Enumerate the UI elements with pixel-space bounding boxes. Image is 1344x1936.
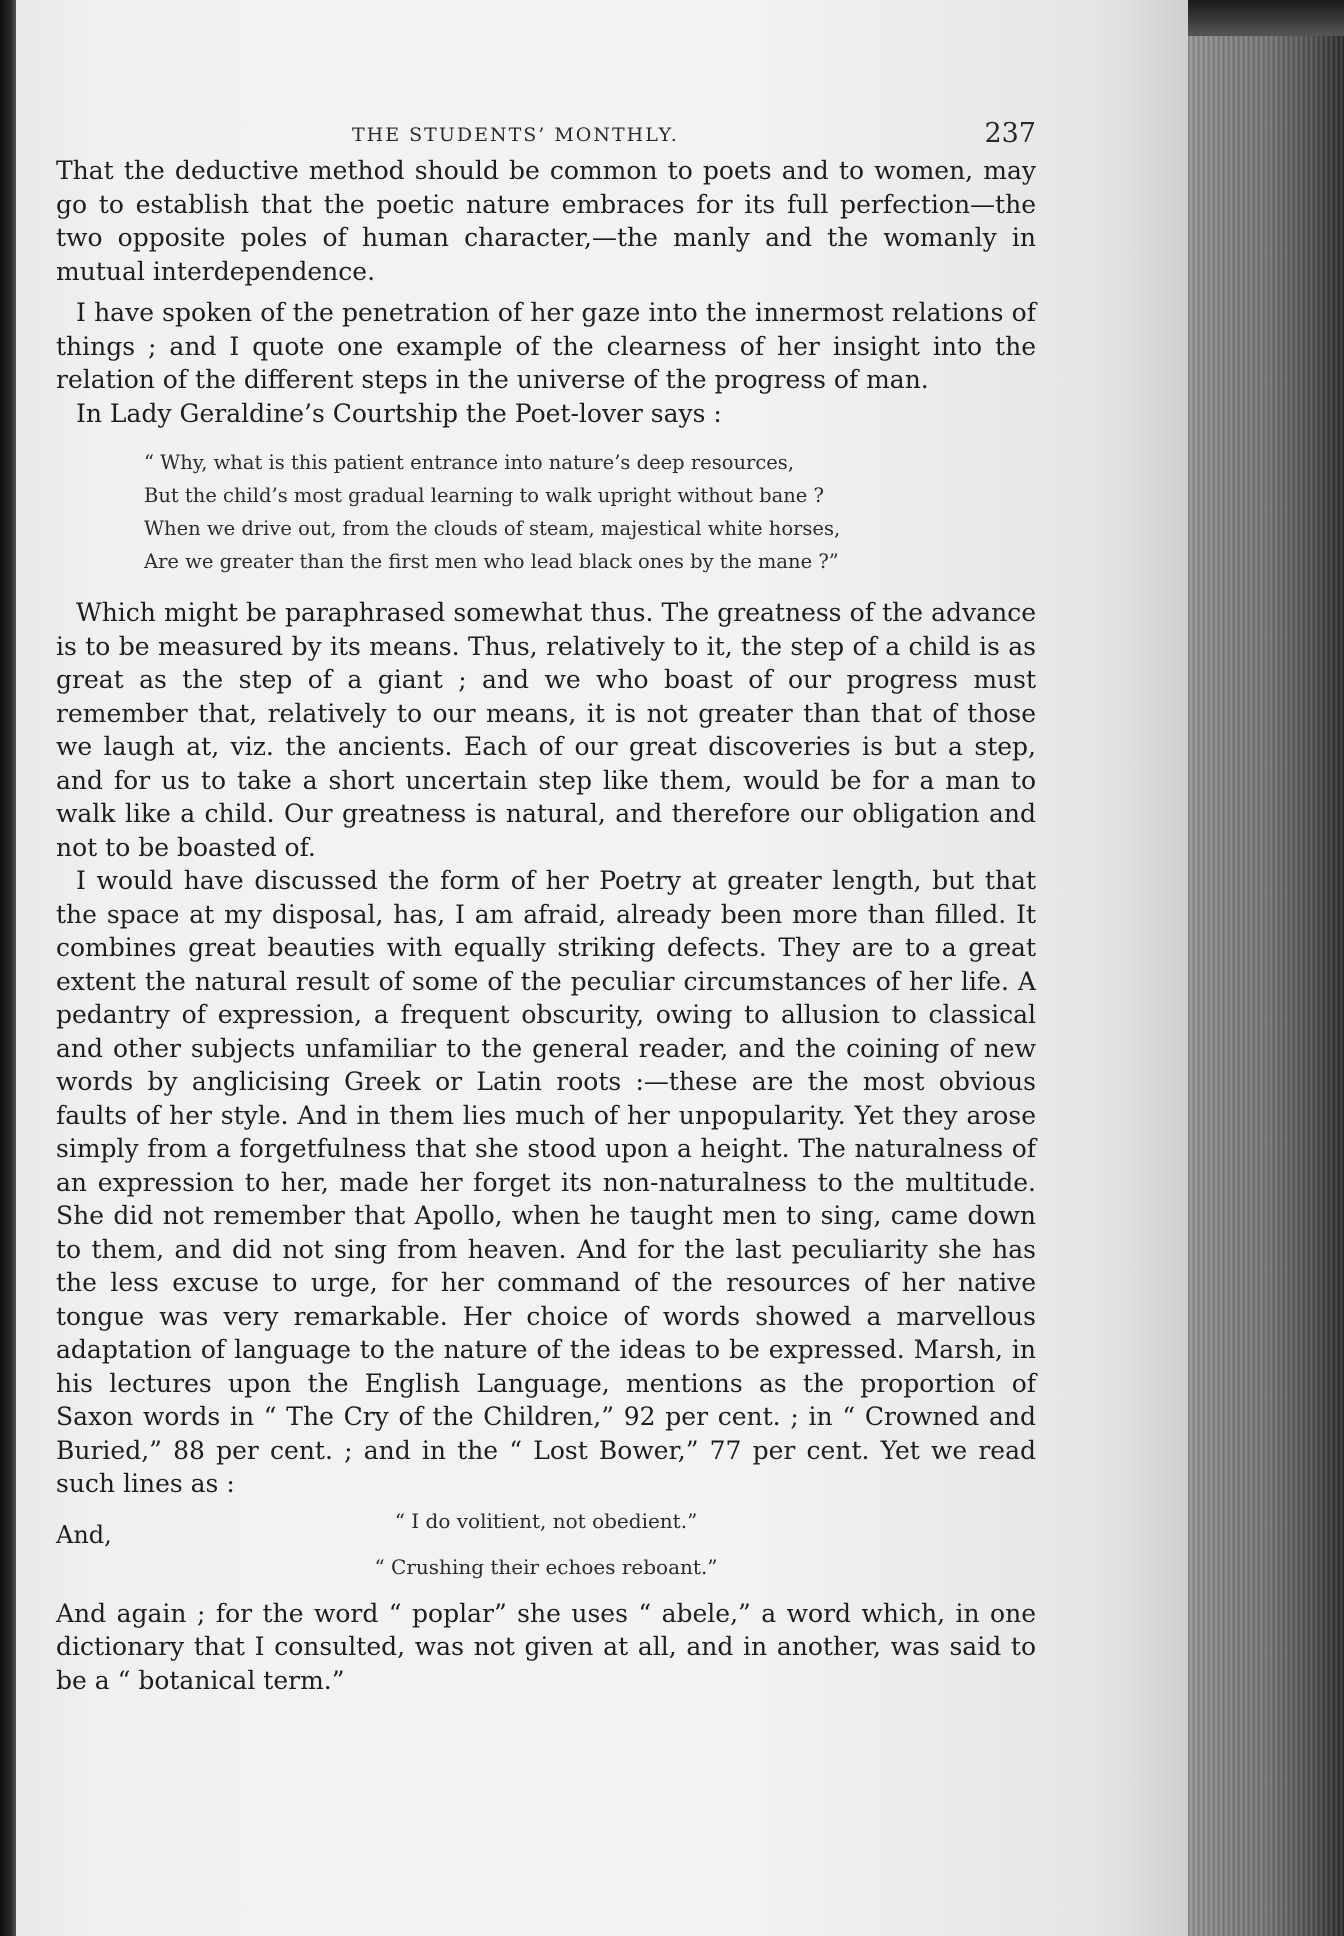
verse-line-1: “ Why, what is this patient entrance into nature’s deep resources, xyxy=(144,451,795,474)
running-title: THE STUDENTS’ MONTHLY. xyxy=(352,124,679,146)
inline-quote-2: “ Crushing their echoes reboant.” xyxy=(374,1554,718,1579)
paragraph-5: I would have discussed the form of her Poetry at greater length, but that the space at my disposal, has, I am afraid, already been more than filled. It combines great beauties with equally striking defects. They are to a great extent the natural result of some of the peculiar circumstances of her life. A pedantry of expression, a frequent obscurity, owing to allusion to classical and other subjects unfamiliar to the general reader, and the coining of new words by anglicising Greek or Latin roots :—these are the most obvious faults of her style. And in them lies much of her unpopularity. Yet they arose simply from a forgetfulness that she stood upon a height. The naturalness of an expression to her, made her forget its non-naturalness to the multitude. She did not remember that Apollo, when he taught men to sing, came down to them, and did not sing from heaven. And for the last peculiarity she has the less excuse to urge, for her command of the resources of her native tongue was very remarkable. Her choice of words showed a marvellous adaptation of language to the nature of the ideas to be expressed. Marsh, in his lectures upon the English Language, mentions as the proportion of Saxon words in “ The Cry of the Children,” 92 per cent. ; in “ Crowned and Buried,” 88 per cent. ; and in the “ Lost Bower,” 77 per cent. Yet we read such lines as : xyxy=(56,866,1036,1498)
page-text xyxy=(56,104,1036,1697)
paragraph-2: I have spoken of the penetration of her gaze into the innermost relations of things ; and I quote one example of the clearness of her insight into the relation of the different steps in the universe of the progress of man. xyxy=(56,298,1036,394)
running-head xyxy=(56,104,1036,154)
page-stack-edge xyxy=(1188,36,1344,1936)
paragraph-6: And again ; for the word “ poplar” she uses “ abele,” a word which, in one dictionary that I consulted, was not given at all, and in another, was said to be a “ botanical term.” xyxy=(56,1598,1036,1695)
and-word: And, xyxy=(56,1520,112,1549)
page-number: 237 xyxy=(984,118,1036,149)
paragraph-1: That the deductive method should be common to poets and to women, may go to establish that the poetic nature embraces for its full perfection—the two opposite poles of human character,—the manly and the womanly in mutual interdependence. xyxy=(56,156,1036,286)
verse-line-3: When we drive out, from the clouds of steam, majestical white horses, xyxy=(144,517,841,540)
quote-row-1 xyxy=(56,1508,1036,1549)
inline-quote-1: “ I do volitient, not obedient.” xyxy=(394,1508,698,1533)
verse-line-4: Are we greater than the first men who lead black ones by the mane ?” xyxy=(144,550,839,573)
paragraph-3: In Lady Geraldine’s Courtship the Poet-lover says : xyxy=(76,398,722,428)
verse-line-2: But the child’s most gradual learning to walk upright without bane ? xyxy=(144,484,824,507)
page-stack-top xyxy=(1188,0,1344,36)
paragraph-4: Which might be paraphrased somewhat thus. The greatness of the advance is to be measured by its means. Thus, relatively to it, the step of a child is as great as the step of a giant ; and we who boast of our progress must remember that, relatively to our means, it is not greater than that of those we laugh at, viz. the ancients. Each of our great discoveries is but a step, and for us to take a short uncertain step like them, would be for a man to walk like a child. Our greatness is natural, and therefore our obligation and not to be boasted of. xyxy=(56,598,1036,862)
binding-shadow xyxy=(0,0,16,1936)
verse-quote xyxy=(144,446,1036,578)
